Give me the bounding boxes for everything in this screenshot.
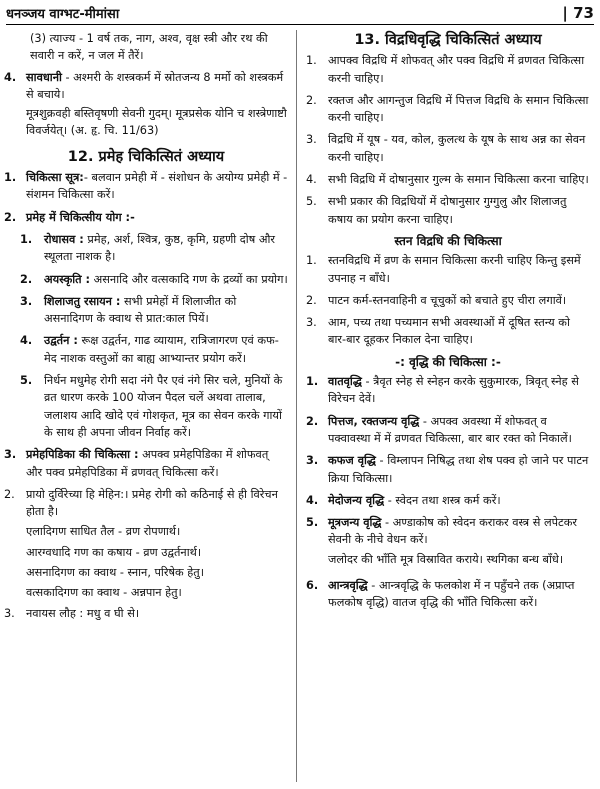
running-title: धनञ्जय वाग्भट-मीमांसा	[6, 7, 120, 22]
item-number: 1.	[306, 375, 319, 389]
item-lead: चिकित्सा सूत्र:	[26, 171, 84, 185]
right-column	[306, 30, 590, 617]
item-number: 4.	[306, 493, 319, 507]
item-body	[44, 231, 288, 266]
item-lead: आन्त्रवृद्धि	[328, 579, 368, 593]
item-lead: मेदोजन्य वृद्धि	[328, 493, 385, 507]
item-number: 3.	[306, 133, 317, 147]
item-body	[44, 271, 288, 288]
list-item	[306, 252, 590, 287]
item-text: - अश्मरी के शस्त्रकर्म में स्रोतजन्य 8 मर्मो को शस्त्रकर्म से बचाये।	[26, 70, 284, 101]
list-item	[20, 271, 288, 288]
item-text: विद्रधि में यूष - यव, कोल, कुलत्थ के यूष के साथ अन्न का सेवन करनी चाहिए।	[328, 133, 586, 164]
item-text: आम, पच्य तथा पच्यमान सभी अवस्थाओं में दूषित स्तन्य को बार-बार दूहकर निकाल देना चाहिए।	[328, 316, 570, 347]
item-number: 4.	[4, 70, 17, 84]
item-number: 3.	[306, 454, 319, 468]
list-item	[306, 52, 590, 87]
formulation-line: आरग्वधादि गण का कषाय - व्रण उद्वर्तनार्थ।	[26, 545, 202, 559]
item-number: 5.	[306, 516, 319, 530]
item-number: 2.	[20, 272, 33, 286]
list-item	[20, 231, 288, 266]
item-number: 3.	[4, 448, 17, 462]
continued-point: (3) त्याज्य - 1 वर्ष तक, नाग, अश्व, वृक्ष स्त्री और रथ की सवारी न करें, न जल में तैरें।	[30, 32, 268, 63]
page-number: | 73	[562, 4, 594, 22]
item-number: 3.	[306, 316, 317, 330]
item-text: आपक्व विद्रधि में शोफवत् और पक्व विद्रधि में व्रणवत चिकित्सा करनी चाहिए।	[328, 54, 585, 85]
item-number: 1.	[20, 232, 33, 246]
formulation-line: एलादिगण साधित तैल - व्रण रोपणार्थ।	[26, 525, 181, 539]
list-item	[306, 492, 590, 509]
item-lead: शिलाजतु रसायन :	[44, 294, 121, 308]
item-text: निर्धन मधुमेह रोगी सदा नंगे पैर एवं नंगे सिर चले, मुनियों के व्रत धारण करके 100 योजन पैदल चलें अथवा तालाब, जलाशय आदि खोदे एवं गोशकृत, मूत्र का सेवन करके गायों के साथ ही अपना जीवन निर्वाह करें।	[44, 374, 283, 439]
item-number: 3.	[20, 294, 33, 308]
item-number: 1.	[4, 171, 17, 185]
item-lead: प्रमेह में चिकित्सीय योग :-	[26, 210, 135, 224]
item-body	[44, 332, 288, 367]
item-text: - आन्त्रवृद्धि के फलकोश में न पहुँचने तक (अप्राप्त फलकोष वृद्धि) वातज वृद्धि की भाँति चिकित्सा करें।	[328, 579, 575, 610]
item-lead: वातवृद्धि	[328, 375, 362, 389]
item-text: प्रमेह, अर्श, श्वित्र, कुष्ठ, कृमि, ग्रहणी दोष और स्थूलता नाशक है।	[44, 232, 276, 264]
item-body	[328, 492, 590, 509]
item-lead: अयस्कृति :	[44, 272, 91, 286]
item-text: - बलवान प्रमेही में - संशोधन के अयोग्य प्रमेही में - संशमन चिकित्सा करें।	[26, 171, 288, 202]
item-text: सभी विद्रधि में दोषानुसार गुल्म के समान चिकित्सा करना चाहिए।	[328, 173, 589, 187]
item-number: 3.	[4, 606, 15, 620]
item-body	[328, 514, 590, 572]
item-lead: सावधानी	[26, 70, 62, 84]
item-body	[328, 413, 590, 448]
item-text: असनादि और वत्सकादि गण के द्रव्यों का प्रयोग।	[90, 272, 288, 286]
item-body	[26, 69, 288, 144]
item-lead: मूत्रजन्य वृद्धि	[328, 516, 382, 530]
list-item	[306, 514, 590, 572]
list-item-navayas	[4, 605, 288, 622]
item-number: 5.	[306, 195, 317, 209]
list-item	[20, 332, 288, 367]
item-lead: प्रमेहपिडिका की चिकित्सा :	[26, 448, 139, 462]
item-body	[328, 373, 590, 408]
item-text: - अण्डाकोष को स्वेदन कराकर वस्त्र से लपेटकर सेवनी के नीचे वेधन करें।	[328, 516, 578, 547]
section-title-stana: स्तन विद्रधि की चिकित्सा	[394, 233, 502, 248]
list-item-prameha-yoga	[4, 209, 288, 226]
left-column	[4, 30, 288, 627]
item-text: - स्वेदन तथा शस्त्र कर्म करें।	[384, 493, 501, 507]
list-item-pidika	[4, 446, 288, 481]
page-header	[6, 2, 594, 25]
yoga-list	[4, 231, 288, 441]
list-item	[306, 171, 590, 188]
vriddhi-list	[306, 373, 590, 612]
item-number: 5.	[20, 374, 33, 388]
item-text: प्रायो दुर्विरेच्या हि मेहिन:। प्रमेह रोगी को कठिनाई से ही विरेचन होता है।	[26, 487, 278, 519]
vidradhi-list	[306, 52, 590, 228]
formulation-line: असनादिगण का क्वाथ - स्नान, परिषेक हेतु।	[26, 566, 204, 580]
item-lead: पित्तज, रक्तजन्य वृद्धि	[328, 414, 420, 428]
item-number: 6.	[306, 579, 319, 593]
item-lead: कफज वृद्धि	[328, 454, 376, 468]
list-item	[20, 372, 288, 441]
item-text: सभी प्रकार की विद्रधियों में दोषानुसार गुग्गुलु और शिलाजतु कषाय का प्रयोग करना चाहिए।	[328, 195, 567, 226]
item-text: स्तनविद्रधि में व्रण के समान चिकित्सा करनी चाहिए किन्तु इसमें उपनाह न बाँधे।	[328, 254, 581, 285]
item-number: 1.	[306, 254, 317, 268]
list-item	[306, 577, 590, 612]
item-lead: उद्वर्तन :	[44, 334, 78, 348]
item-text: रक्तज और आगन्तुज विद्रधि में पित्तज विद्रधि के समान चिकित्सा करनी चाहिए।	[328, 93, 589, 125]
item-body	[26, 169, 288, 204]
item-number: 4.	[306, 173, 317, 187]
item-text: नवायस लौह : मधु व घी से।	[26, 606, 140, 620]
list-item-virechana	[4, 486, 288, 521]
chapter-title-13: 13. विद्रधिवृद्धि चिकित्सितं अध्याय	[354, 32, 542, 48]
item-body	[26, 446, 288, 481]
item-number: 2.	[306, 414, 319, 428]
item-text: सभी प्रमेहों में शिलाजीत को असनादिगण के क्वाथ से प्रात:काल पियें।	[44, 294, 237, 326]
shloka-verse: मूत्रशुक्रवही बस्तिवृषणी सेवनी गुदम्। मूत्रप्रसेक योनि च शस्त्रेणाष्टौ विवर्जयेत्। (अ. हृ. चि. 11/63)	[26, 107, 287, 138]
item-extra-text: जलोदर की भाँति मूत्र विस्रावित कराये। स्थगिका बन्ध बाँधे।	[328, 552, 564, 566]
item-text: अपक्व प्रमेहपिडिका में शोफवत् और पक्व प्रमेहपिडिका में व्रणवत् चिकित्सा करें।	[26, 448, 269, 479]
list-item	[306, 373, 590, 408]
stana-list	[306, 252, 590, 348]
list-item-chikitsa-sutra	[4, 169, 288, 204]
list-item	[20, 293, 288, 328]
item-number: 2.	[4, 210, 17, 224]
item-text: पाटन कर्म-स्तनवाहिनी व चूचुकों को बचाते हुए चीरा लगावें।	[328, 293, 567, 307]
item-text: रूक्ष उद्वर्तन, गाढ व्यायाम, रात्रिजागरण एवं कफ-मेद नाशक वस्तुओं का बाह्य आभ्यान्तर प्रयोग करें।	[44, 334, 279, 365]
item-text: - विम्लापन निषिद्ध तथा शेष पक्व हो जाने पर पाटन क्रिया चिकित्सा।	[328, 454, 589, 485]
item-text: - त्रैवृत स्नेह से स्नेहन करके सुकुमारक, त्रिवृत् स्नेह से विरेचन देवें।	[328, 375, 579, 406]
item-body	[44, 293, 288, 328]
section-title-vriddhi: -: वृद्धि की चिकित्सा :-	[395, 354, 501, 369]
list-item	[306, 452, 590, 487]
list-item	[306, 131, 590, 166]
chapter-title-12: 12. प्रमेह चिकित्सितं अध्याय	[67, 148, 225, 165]
list-item	[306, 193, 590, 228]
list-item	[306, 292, 590, 309]
formulation-line: वत्सकादिगण का क्वाथ - अन्नपान हेतु।	[26, 586, 182, 600]
item-number: 4.	[20, 334, 33, 348]
list-item	[306, 413, 590, 448]
item-body	[328, 577, 590, 612]
list-item	[306, 314, 590, 349]
list-item	[306, 92, 590, 127]
item-number: 2.	[306, 293, 317, 307]
item-number: 2.	[4, 487, 15, 501]
item-text: - अपक्व अवस्था में शोफवत् व पक्वावस्था में में व्रणवत चिकित्सा, बार बार रक्त को निकालें।	[328, 414, 572, 445]
item-lead: रोधासव :	[44, 232, 84, 246]
list-item-savadhani	[4, 69, 288, 144]
item-body	[44, 372, 288, 441]
item-body	[328, 452, 590, 487]
item-number: 2.	[306, 93, 317, 107]
column-divider	[296, 30, 297, 782]
item-number: 1.	[306, 54, 317, 68]
